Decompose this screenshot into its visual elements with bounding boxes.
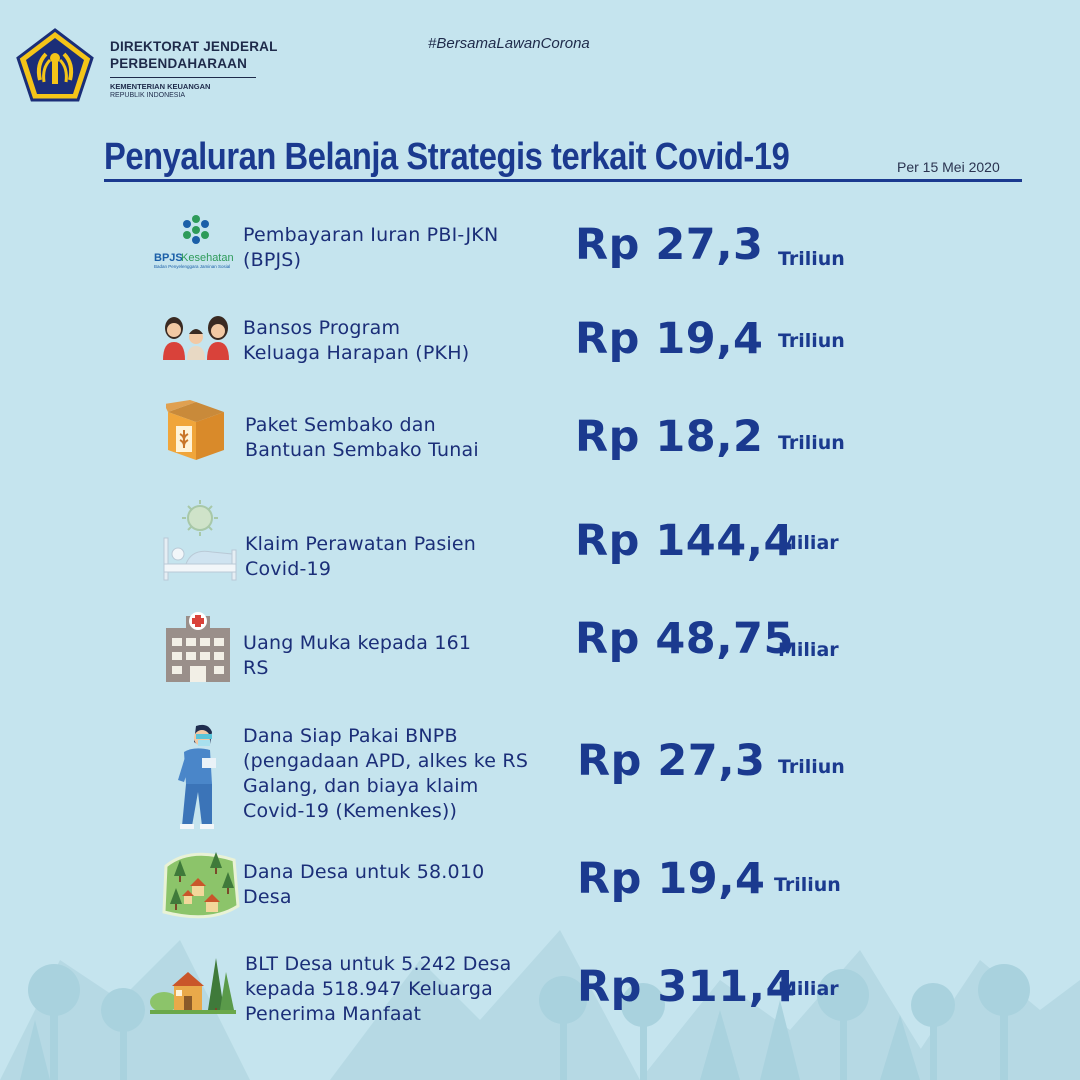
item-2-label [243, 316, 469, 366]
item-5-label [243, 631, 471, 681]
house-trees-icon [150, 952, 236, 1016]
page-title: Penyaluran Belanja Strategis terkait Covid-19 [104, 136, 790, 178]
label-line: Dana Desa untuk 58.010 [243, 861, 485, 883]
bpjs-text: BPJS [154, 252, 183, 264]
label-line: Uang Muka kepada 161 [243, 632, 472, 654]
item-2-amount: Rp 19,4 [575, 314, 764, 364]
item-3-unit: Triliun [778, 432, 845, 454]
label-line: Paket Sembako dan [245, 414, 436, 436]
item-6-unit: Triliun [778, 756, 845, 778]
hashtag: #BersamaLawanCorona [428, 35, 590, 52]
grocery-box-icon [166, 400, 226, 462]
item-4-amount: Rp 144,4 [575, 516, 794, 566]
label-line: kepada 518.947 Keluarga [245, 978, 494, 1000]
label-line: Galang, dan biaya klaim [243, 775, 479, 797]
date-label: Per 15 Mei 2020 [897, 159, 1000, 175]
item-6-label [243, 724, 528, 824]
title-underline [104, 179, 1022, 182]
hospital-icon [164, 610, 232, 682]
bpjs-logo-icon [152, 213, 240, 271]
item-2-unit: Triliun [778, 330, 845, 352]
organization-name [110, 38, 278, 100]
org-line-3: KEMENTERIAN KEUANGAN [110, 82, 211, 91]
kesehatan-text: Kesehatan [181, 252, 234, 264]
label-line: Klaim Perawatan Pasien [245, 533, 477, 555]
item-3-amount: Rp 18,2 [575, 412, 764, 462]
item-3-label [245, 413, 479, 463]
item-5-unit: Miliar [778, 639, 839, 661]
label-line: Dana Siap Pakai BNPB [243, 725, 458, 747]
label-line: Penerima Manfaat [245, 1003, 422, 1025]
item-8-label [245, 952, 511, 1027]
label-line: Pembayaran Iuran PBI-JKN [243, 224, 499, 246]
item-6-amount: Rp 27,3 [577, 736, 766, 786]
org-line-1: DIREKTORAT JENDERAL [110, 39, 278, 54]
label-line: Covid-19 [245, 558, 332, 580]
label-line: Keluaga Harapan (PKH) [243, 342, 470, 364]
label-line: (pengadaan APD, alkes ke RS [243, 750, 529, 772]
item-7-label [243, 860, 484, 910]
patient-bed-icon [162, 498, 240, 582]
item-1-unit: Triliun [778, 248, 845, 270]
kemenkeu-logo-icon [16, 28, 94, 102]
item-7-amount: Rp 19,4 [577, 854, 766, 904]
label-line: Bantuan Sembako Tunai [245, 439, 479, 461]
village-icon [160, 846, 240, 924]
label-line: (BPJS) [243, 249, 302, 271]
label-line: Desa [243, 886, 292, 908]
item-4-label [245, 532, 476, 582]
item-8-unit: Miliar [778, 978, 839, 1000]
item-1-amount: Rp 27,3 [575, 220, 764, 270]
label-line: BLT Desa untuk 5.242 Desa [245, 953, 512, 975]
org-line-2: PERBENDAHARAAN [110, 56, 248, 71]
item-4-unit: Miliar [778, 532, 839, 554]
family-icon [163, 314, 231, 360]
item-7-unit: Triliun [774, 874, 841, 896]
label-line: Bansos Program [243, 317, 401, 339]
org-line-4: REPUBLIK INDONESIA [110, 92, 186, 99]
item-1-label [243, 223, 498, 273]
item-5-amount: Rp 48,75 [575, 614, 794, 664]
org-divider [110, 77, 256, 78]
doctor-icon [172, 720, 222, 830]
item-8-amount: Rp 311,4 [577, 962, 796, 1012]
bpjs-tagline: Badan Penyelenggara Jaminan Sosial [154, 264, 231, 269]
label-line: Covid-19 (Kemenkes)) [243, 800, 458, 822]
label-line: RS [243, 657, 269, 679]
